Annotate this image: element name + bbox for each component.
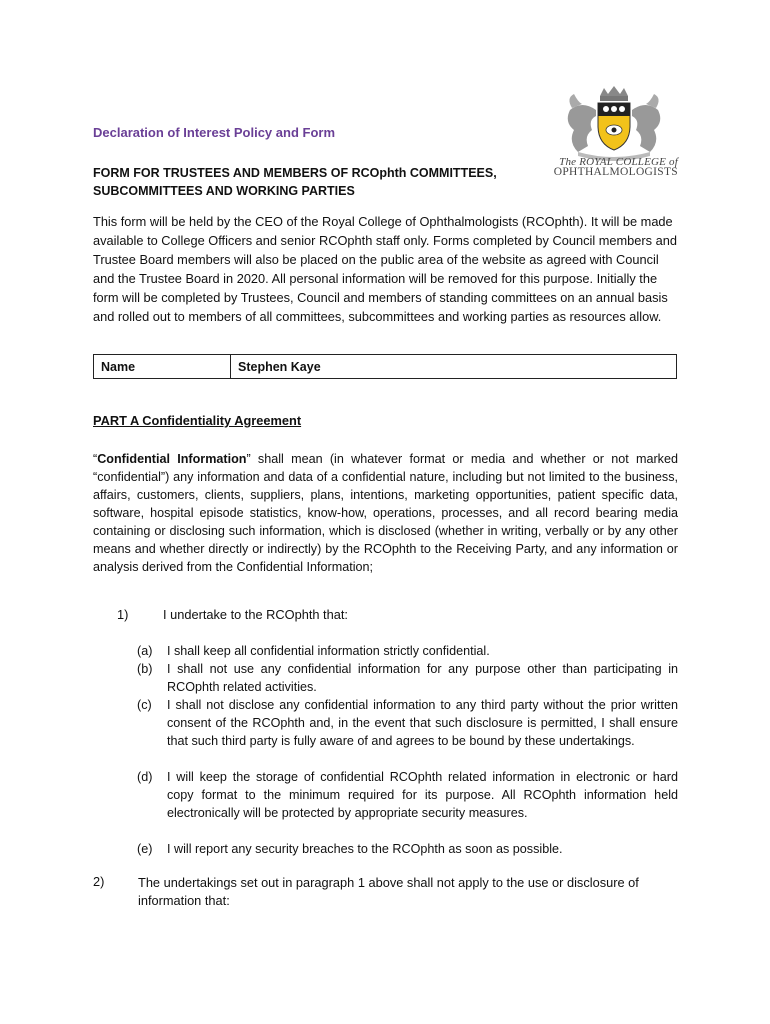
logo-text-line2: OPHTHALMOLOGISTS <box>553 166 678 178</box>
part-a-heading: PART A Confidentiality Agreement <box>93 413 302 428</box>
document-title: Declaration of Interest Policy and Form <box>93 125 335 140</box>
subitem-b-marker: (b) <box>137 662 153 676</box>
subitem-d <box>137 768 678 822</box>
subitem-c-text: I shall not disclose any confidential information to any third party without the prior written consent of the RCOphth and, in the event that such disclosure is permitted, I shall ensure that such third party is fully aware of and agrees to be bound by these undertakings. <box>167 698 678 748</box>
definition-term: Confidential Information <box>97 452 247 466</box>
subitem-e-text: I will report any security breaches to the RCOphth as soon as possible. <box>167 842 563 856</box>
subitem-c <box>137 696 678 750</box>
name-row <box>94 355 677 379</box>
confidential-information-definition <box>93 450 678 576</box>
subitem-b-text: I shall not use any confidential information for any purpose other than participating in RCOphth related activities. <box>167 662 678 694</box>
subitem-b <box>137 660 678 696</box>
subitem-c-marker: (c) <box>137 698 152 712</box>
intro-paragraph: This form will be held by the CEO of the Royal College of Ophthalmologists (RCOphth). It will be made available to College Officers and senior RCOphth staff only. Forms completed by Council members and Trustee Board members will also be placed on the public area of the website as agreed with Council and the Trustee Board in 2020. All personal information will be removed for this purpose. Initially the form will be completed by Trustees, Council and members of standing committees on an annual basis and rolled out to members of all committees, subcommittees and working parties as resources allow. <box>93 214 677 324</box>
logo-text-line1: The ROYAL COLLEGE of <box>559 156 678 168</box>
item-1-number: 1) <box>117 607 129 622</box>
subitem-d-text: I will keep the storage of confidential RCOphth related information in electronic or hard copy format to the minimum required for its purpose. All RCOphth information held electronically will be protected by appropriate security measures. <box>167 770 678 820</box>
definition-open-quote: “ <box>93 452 98 466</box>
item-2-number: 2) <box>93 874 105 889</box>
item-2-text: The undertakings set out in paragraph 1 above shall not apply to the use or disclosure of information that: <box>138 875 639 908</box>
subitem-e-marker: (e) <box>137 842 153 856</box>
name-table <box>93 354 677 379</box>
subitem-a-text: I shall keep all confidential information strictly confidential. <box>167 644 490 658</box>
subitem-e <box>137 840 678 858</box>
subitem-d-marker: (d) <box>137 770 153 784</box>
definition-body: ” shall mean (in whatever format or media and whether or not marked “confidential”) any information and data of a confidential nature, including but not limited to the business, affairs, customers, clients, suppliers, plans, intentions, marketing opportunities, patient specific data, software, hospital episode statistics, know-how, operations, processes, and all record bearing media containing or disclosing such information, which is disclosed (whether in writing, verbally or by any other means and whether directly or indirectly) by the RCOphth to the Receiving Party, and any information or analysis derived from the Confidential Information; <box>93 452 678 574</box>
subitem-a <box>137 642 678 660</box>
item-1-text: I undertake to the RCOphth that: <box>163 607 348 622</box>
form-title: FORM FOR TRUSTEES AND MEMBERS OF RCOphth COMMITTEES, SUBCOMMITTEES AND WORKING PARTIES <box>93 166 497 198</box>
subitem-a-marker: (a) <box>137 644 153 658</box>
name-value[interactable]: Stephen Kaye <box>231 355 677 379</box>
name-label: Name <box>94 355 231 379</box>
